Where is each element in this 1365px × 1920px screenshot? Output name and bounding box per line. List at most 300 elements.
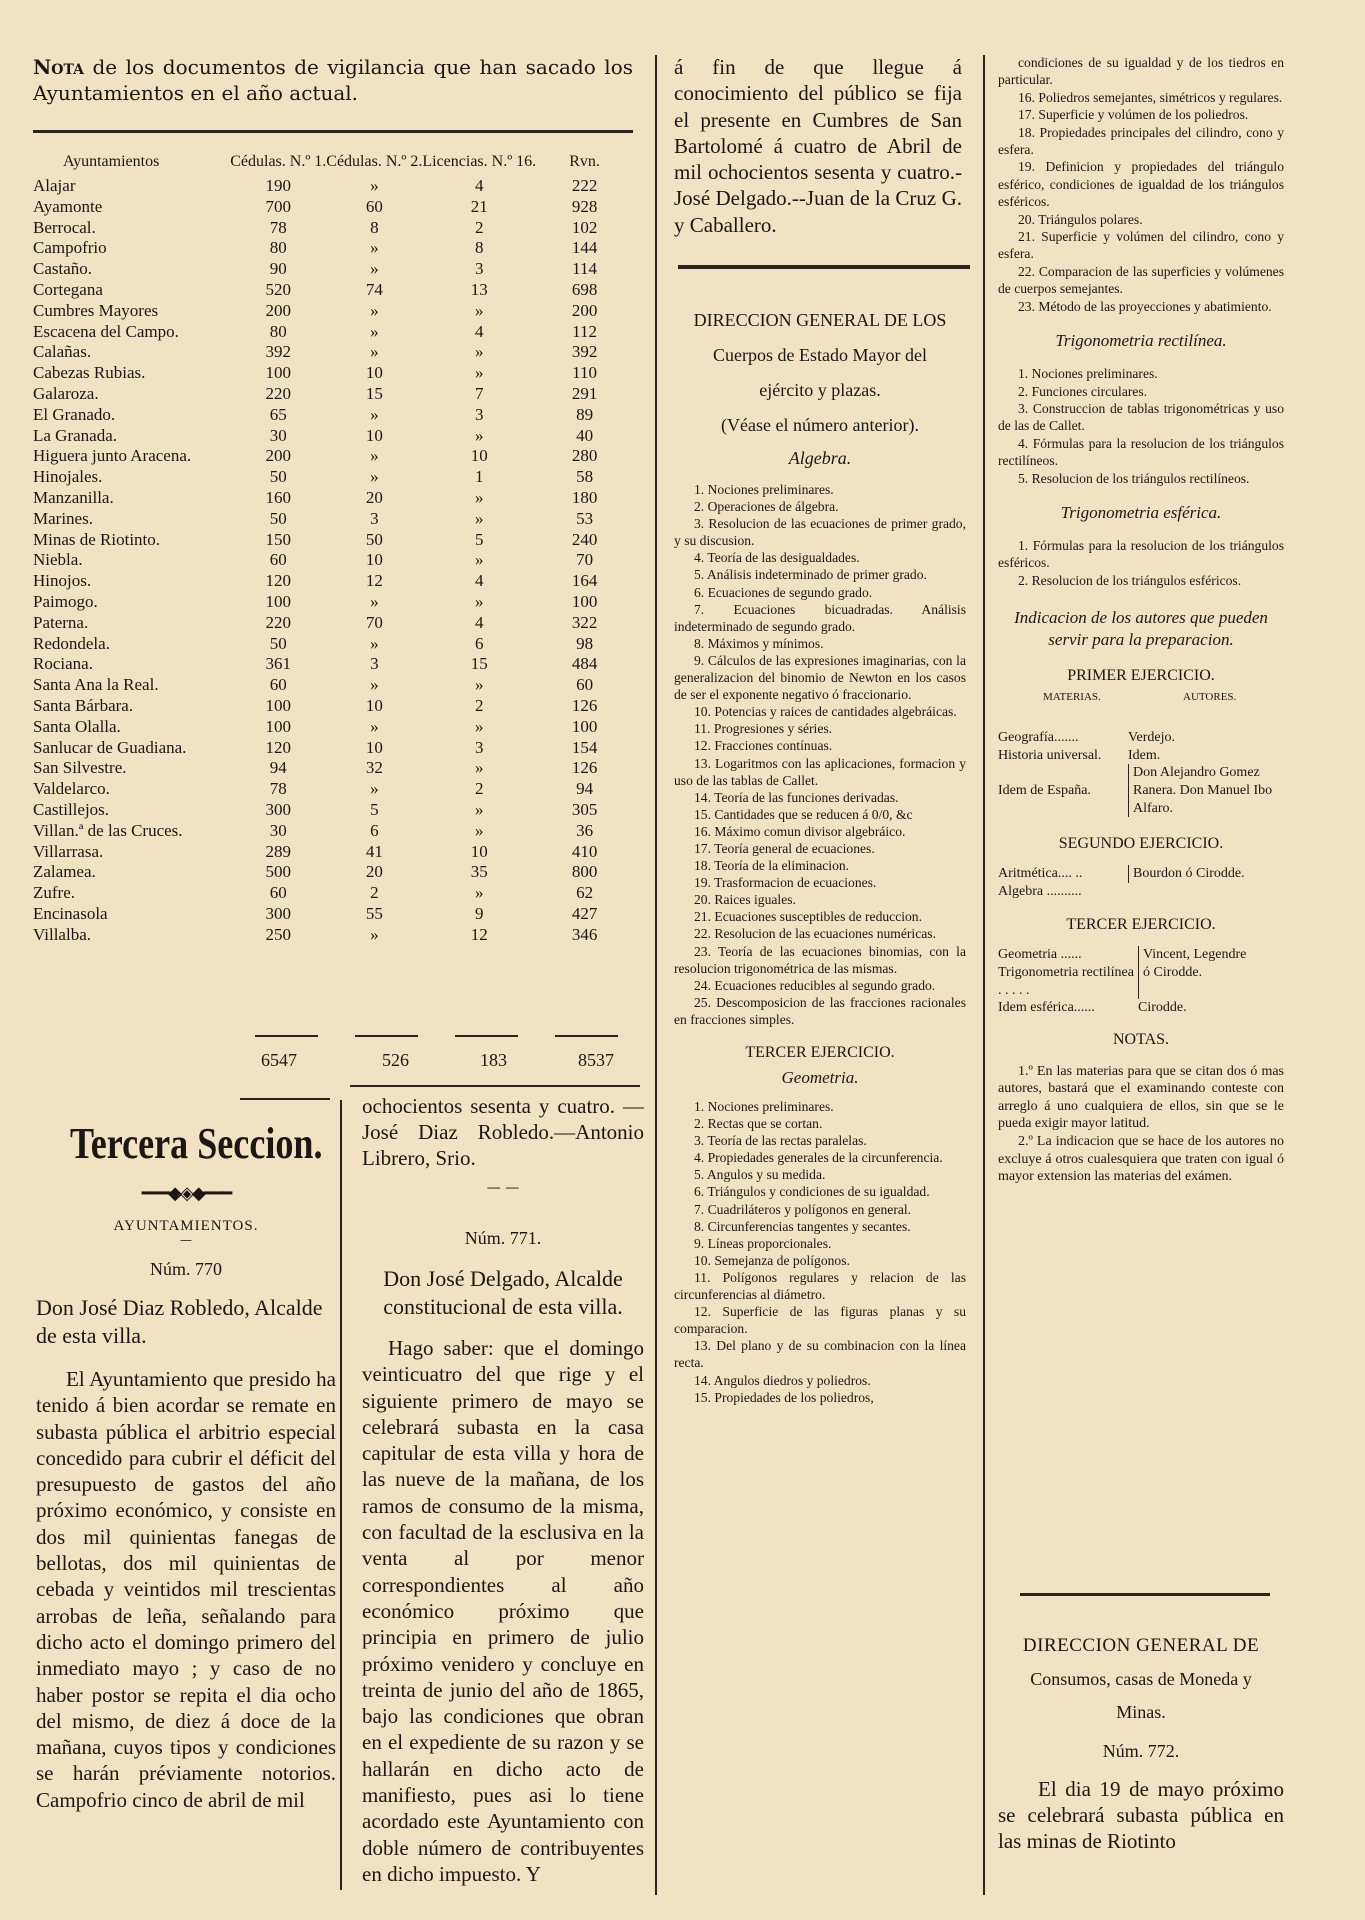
trig-rect-item: 5. Resolucion de los triángulos rectilíneos.: [1018, 470, 1250, 486]
value-cell: 100: [265, 591, 291, 611]
num-771: Núm. 771.: [464, 1228, 542, 1248]
trig-rect-item: 4. Fórmulas para la resolucion de los triángulos rectilíneos.: [998, 435, 1284, 469]
value-cell: »: [370, 633, 379, 653]
table-row: [33, 363, 633, 384]
body-772: El dia 19 de mayo próximo se celebrará subasta pública en las minas de Riotinto: [998, 1777, 1284, 1853]
tercer-ejercicio-heading: TERCER EJERCICIO.: [745, 1044, 895, 1061]
value-cell: 35: [470, 862, 488, 882]
value-cell: »: [370, 321, 379, 341]
value-cell: 53: [576, 508, 594, 528]
value-cell: 800: [571, 862, 598, 882]
value-cell: 154: [571, 737, 598, 757]
col2-mid-dash: — —: [486, 1180, 520, 1196]
value-cell: 20: [365, 487, 383, 507]
algebra-item: 15. Cantidades que se reducen á 0/0, &c: [694, 806, 913, 822]
municipality-cell: Redondela.: [33, 633, 110, 653]
value-cell: 240: [571, 529, 598, 549]
value-cell: »: [370, 446, 379, 466]
value-cell: 78: [269, 217, 287, 237]
autor-historia: Idem.: [1128, 747, 1161, 763]
geometria-item: 7. Cuadriláteros y polígonos en general.: [694, 1201, 912, 1217]
value-cell: »: [370, 675, 379, 695]
algebra-item: 8. Máximos y mínimos.: [694, 635, 824, 651]
table-row: [33, 696, 633, 717]
value-cell: 7: [475, 383, 484, 403]
algebra-item: 10. Potencias y raices de cantidades algebráicas.: [694, 704, 957, 720]
value-cell: 70: [365, 612, 383, 632]
municipality-cell: Minas de Riotinto.: [33, 529, 161, 549]
algebra-item: 3. Resolucion de las ecuaciones de primer grado, y su discusion.: [674, 516, 966, 549]
ornament-divider: ━━━◆◈◆━━━: [141, 1183, 231, 1204]
value-cell: 110: [572, 363, 598, 383]
value-cell: 9: [475, 903, 484, 923]
value-cell: 13: [470, 279, 488, 299]
value-cell: 62: [576, 883, 594, 903]
table-header-row: [33, 152, 633, 176]
geometria-item: 18. Propiedades principales del cilindro, cono y esfera.: [998, 124, 1284, 158]
materia-espana: Idem de España.: [998, 782, 1091, 798]
municipality-cell: Encinasola: [33, 903, 108, 923]
value-cell: »: [475, 487, 484, 507]
value-cell: 10: [365, 425, 383, 445]
value-cell: »: [475, 883, 484, 903]
value-cell: 40: [576, 425, 594, 445]
municipality-cell: Zalamea.: [33, 862, 96, 882]
value-cell: »: [475, 591, 484, 611]
municipality-cell: Cabezas Rubias.: [33, 363, 146, 383]
value-cell: »: [475, 799, 484, 819]
table-row: [33, 426, 633, 447]
table-row: [33, 821, 633, 842]
value-cell: 3: [475, 737, 484, 757]
value-cell: 10: [470, 446, 488, 466]
total-rvn: 8537: [578, 1050, 614, 1070]
value-cell: 80: [269, 321, 287, 341]
col2-top-text: á fin de que llegue á conocimiento del público se fija el presente en Cumbres de San Bartolomé á cuatro de Abril de mil ochocientos sesenta y cuatro.-José Delgado.--Juan de la Cruz G. y Caballero.: [674, 55, 962, 237]
autor-geografia: Verdejo.: [1128, 730, 1176, 746]
value-cell: 10: [365, 695, 383, 715]
value-cell: 300: [265, 903, 291, 923]
table-row: [33, 384, 633, 405]
algebra-item: 6. Ecuaciones de segundo grado.: [694, 584, 873, 600]
vigilance-table: [33, 152, 633, 945]
municipality-cell: Berrocal.: [33, 217, 96, 237]
value-cell: 30: [269, 425, 287, 445]
column-rule-3: [340, 1100, 342, 1890]
value-cell: 3: [475, 404, 484, 424]
municipality-cell: Manzanilla.: [33, 487, 114, 507]
value-cell: 700: [265, 196, 291, 216]
materias-label: MATERIAS.: [1043, 691, 1101, 704]
geometria-item: 11. Polígonos regulares y relacion de las circunferencias al diámetro.: [674, 1269, 966, 1303]
table-row: [33, 259, 633, 280]
municipality-cell: Ayamonte: [33, 196, 103, 216]
totals-bottom-rule: [240, 1098, 330, 1100]
value-cell: 10: [365, 550, 383, 570]
value-cell: 60: [576, 675, 594, 695]
table-row: [33, 654, 633, 675]
value-cell: 60: [269, 675, 287, 695]
trig-esf-item: 2. Resolucion de los triángulos esféricos.: [1018, 572, 1242, 588]
algebra-item: 16. Máximo comun divisor algebráico.: [694, 823, 906, 839]
municipality-cell: Santa Olalla.: [33, 716, 121, 736]
value-cell: 30: [269, 820, 287, 840]
algebra-item: 25. Descomposicion de las fracciones racionales en fracciones simples.: [674, 994, 966, 1027]
municipality-cell: Paterna.: [33, 612, 89, 632]
table-row: [33, 488, 633, 509]
table-row: [33, 904, 633, 925]
table-row: [33, 758, 633, 779]
value-cell: 100: [571, 591, 598, 611]
value-cell: 484: [571, 654, 598, 674]
value-cell: 2: [475, 695, 484, 715]
value-cell: 58: [576, 467, 594, 487]
dir2-sub: Consumos, casas de Moneda y: [1030, 1669, 1252, 1689]
materia-esferica: Idem esférica......: [998, 1000, 1095, 1016]
value-cell: »: [370, 342, 379, 362]
municipality-cell: Santa Ana la Real.: [33, 675, 159, 695]
value-cell: 100: [265, 716, 291, 736]
value-cell: »: [475, 758, 484, 778]
geometria-item: 5. Angulos y su medida.: [694, 1167, 826, 1183]
algebra-item: 24. Ecuaciones reducibles al segundo grado.: [694, 977, 936, 993]
municipality-cell: Higuera junto Aracena.: [33, 446, 192, 466]
trig-rect-item: 2. Funciones circulares.: [1018, 383, 1148, 399]
value-cell: »: [370, 467, 379, 487]
note-title-rest: de los documentos de vigilancia que han sacado los Ayuntamientos en el año actual.: [33, 55, 633, 105]
value-cell: »: [475, 342, 484, 362]
value-cell: 10: [470, 841, 488, 861]
value-cell: »: [370, 404, 379, 424]
value-cell: 120: [265, 737, 291, 757]
autor-geometria: Vincent, Legendre: [1138, 946, 1246, 964]
dir-title-3: ejército y plazas.: [759, 380, 881, 400]
value-cell: »: [370, 238, 379, 258]
totals-row: [238, 1050, 638, 1074]
value-cell: 50: [269, 633, 287, 653]
autor-esferica: Cirodde.: [1138, 1000, 1187, 1016]
tercer-ejercicio-col4: TERCER EJERCICIO.: [1066, 916, 1216, 934]
value-cell: 89: [576, 404, 594, 424]
value-cell: 520: [265, 279, 291, 299]
materia-geometria: Geometria ......: [998, 947, 1082, 963]
algebra-item: 7. Ecuaciones bicuadradas. Análisis indeterminado de segundo grado.: [674, 601, 966, 634]
header-licencias-16: Licencias. N.º 16.: [422, 153, 537, 170]
municipality-cell: Paimogo.: [33, 591, 98, 611]
municipality-cell: Valdelarco.: [33, 779, 110, 799]
totals-rule-1: [255, 1035, 318, 1037]
municipality-cell: Santa Bárbara.: [33, 695, 134, 715]
value-cell: 6: [370, 820, 379, 840]
table-row: [33, 842, 633, 863]
value-cell: »: [475, 363, 484, 383]
value-cell: 160: [265, 487, 291, 507]
value-cell: 102: [571, 217, 598, 237]
value-cell: 126: [571, 758, 598, 778]
totals-rule-2: [355, 1035, 418, 1037]
value-cell: 305: [571, 799, 598, 819]
value-cell: 112: [572, 321, 598, 341]
municipality-cell: Alajar: [33, 176, 76, 195]
geometria-item: 9. Líneas proporcionales.: [694, 1235, 832, 1251]
value-cell: 100: [265, 363, 291, 383]
value-cell: 10: [365, 737, 383, 757]
value-cell: 427: [571, 903, 598, 923]
value-cell: 300: [265, 799, 291, 819]
value-cell: 3: [370, 508, 379, 528]
table-row: [33, 238, 633, 259]
direccion-estado-mayor: [674, 310, 966, 1406]
value-cell: »: [475, 508, 484, 528]
value-cell: 392: [265, 342, 291, 362]
table-row: [33, 176, 633, 197]
value-cell: 20: [365, 862, 383, 882]
heading-771: Don José Delgado, Alcalde constitucional de esta villa.: [383, 1266, 623, 1319]
value-cell: 4: [475, 321, 484, 341]
value-cell: 98: [576, 633, 594, 653]
note-title: [33, 54, 633, 106]
geometria-item: 19. Definicion y propiedades del triángulo esférico, condiciones de igualdad de los triángulos esféricos.: [998, 159, 1284, 210]
total-cedulas-2: 526: [382, 1050, 409, 1070]
value-cell: 500: [265, 862, 291, 882]
value-cell: 5: [370, 799, 379, 819]
municipality-cell: Escacena del Campo.: [33, 321, 179, 341]
value-cell: 4: [475, 612, 484, 632]
segundo-ejercicio: SEGUNDO EJERCICIO.: [1058, 835, 1224, 853]
value-cell: 15: [470, 654, 488, 674]
col2-rule-top: [350, 1085, 640, 1087]
municipality-cell: Cumbres Mayores: [33, 300, 159, 320]
geometria-item: condiciones de su igualdad y de los tiedros en particular.: [998, 55, 1284, 88]
table-row: [33, 592, 633, 613]
value-cell: 12: [470, 924, 488, 944]
dir-title-2: Cuerpos de Estado Mayor del: [713, 345, 927, 365]
value-cell: 200: [265, 300, 291, 320]
algebra-item: 21. Ecuaciones susceptibles de reduccion.: [694, 909, 922, 925]
value-cell: 114: [572, 259, 598, 279]
autor-aritmetica: Bourdon ó Cirodde.: [1128, 865, 1245, 883]
value-cell: 74: [365, 279, 383, 299]
note-title-lead: Nota: [33, 55, 84, 79]
geometria-item: 13. Del plano y de su combinacion con la línea recta.: [674, 1338, 966, 1371]
algebra-item: 20. Raices iguales.: [694, 892, 796, 908]
value-cell: 6: [475, 633, 484, 653]
primer-ejercicio: PRIMER EJERCICIO.: [1067, 667, 1215, 685]
column-rule-1: [655, 55, 657, 1895]
value-cell: 4: [475, 176, 484, 195]
value-cell: 10: [365, 363, 383, 383]
table-row: [33, 779, 633, 800]
header-cedulas-2: Cédulas. N.º 2.: [326, 153, 423, 170]
total-cedulas-1: 6547: [261, 1050, 297, 1070]
dir-note: (Véase el número anterior).: [721, 415, 919, 435]
geometria-item: 17. Superficie y volúmen de los poliedros.: [1018, 107, 1249, 123]
value-cell: 180: [571, 487, 598, 507]
trig-rect-item: 3. Construccion de tablas trigonométricas y uso de las de Callet.: [998, 400, 1284, 434]
trig-esf-item: 1. Fórmulas para la resolucion de los triángulos esféricos.: [998, 537, 1284, 571]
nota-2: 2.º La indicacion que se hace de los autores no excluye á otros cualesquiera que traten con igual ó mayor extension las materias del exámen.: [998, 1134, 1284, 1185]
value-cell: »: [370, 176, 379, 195]
value-cell: 8: [475, 238, 484, 258]
notas-heading: NOTAS.: [1112, 1030, 1170, 1048]
algebra-title: Algebra.: [788, 448, 852, 468]
small-dash: —: [180, 1233, 192, 1247]
value-cell: 280: [571, 446, 598, 466]
trig-rect-item: 1. Nociones preliminares.: [1018, 366, 1158, 382]
municipality-cell: Hinojales.: [33, 467, 103, 487]
municipality-cell: Villan.ª de las Cruces.: [33, 820, 183, 840]
value-cell: 222: [571, 176, 598, 195]
geometria-item: 15. Propiedades de los poliedros,: [694, 1389, 874, 1405]
value-cell: 144: [571, 238, 598, 258]
algebra-item: 11. Progresiones y séries.: [694, 721, 833, 737]
value-cell: 50: [365, 529, 383, 549]
totals-rule-3: [455, 1035, 518, 1037]
value-cell: 2: [475, 217, 484, 237]
value-cell: 361: [265, 654, 291, 674]
table-row: [33, 800, 633, 821]
dir-title-1: DIRECCION GENERAL DE LOS: [693, 310, 947, 330]
value-cell: 164: [571, 571, 598, 591]
materia-aritmetica: Aritmética.... ..: [998, 866, 1083, 882]
table-top-rule: [33, 130, 633, 133]
section-title: Tercera Seccion.: [70, 1119, 323, 1168]
value-cell: 190: [265, 176, 291, 195]
value-cell: 100: [265, 695, 291, 715]
geometria-item: 22. Comparacion de las superficies y volúmenes de cuerpos semejantes.: [998, 263, 1284, 297]
value-cell: 50: [269, 508, 287, 528]
direccion-consumos: [998, 1635, 1284, 1854]
table-row: [33, 446, 633, 467]
table-row: [33, 883, 633, 904]
table-row: [33, 862, 633, 883]
materia-geografia: Geografía.......: [998, 730, 1079, 746]
algebra-item: 22. Resolucion de las ecuaciones numéricas.: [694, 926, 936, 942]
value-cell: »: [370, 300, 379, 320]
value-cell: 928: [571, 196, 598, 216]
value-cell: »: [370, 259, 379, 279]
autor-trigonometria: ó Cirodde.: [1138, 964, 1202, 999]
municipality-cell: Cortegana: [33, 279, 103, 299]
municipality-cell: Castaño.: [33, 259, 93, 279]
geometria-list: [674, 1098, 966, 1406]
header-ayuntamientos: Ayuntamientos: [63, 153, 160, 170]
municipality-cell: Galaroza.: [33, 383, 99, 403]
value-cell: »: [475, 716, 484, 736]
value-cell: 2: [370, 883, 379, 903]
value-cell: »: [370, 591, 379, 611]
geometria-item: 2. Rectas que se cortan.: [694, 1116, 823, 1132]
col4-rule: [1020, 1593, 1270, 1596]
nota-1: 1.º En las materias para que se citan dos ó mas autores, bastará que el examinando conteste con arreglo á uno cualquiera de ellos, sin que se le pueda exigir mayor latitud.: [998, 1063, 1284, 1132]
municipality-cell: Rociana.: [33, 654, 93, 674]
indicacion-heading: Indicacion de los autores que pueden servir para la preparacion.: [1014, 608, 1268, 650]
algebra-item: 12. Fracciones contínuas.: [694, 738, 833, 754]
municipality-cell: San Silvestre.: [33, 758, 127, 778]
header-cedulas-1: Cédulas. N.º 1.: [230, 153, 327, 170]
value-cell: 8: [370, 217, 379, 237]
table-row: [33, 530, 633, 551]
municipality-cell: La Granada.: [33, 425, 118, 445]
value-cell: 346: [571, 924, 598, 944]
table-row: [33, 717, 633, 738]
value-cell: 60: [365, 196, 383, 216]
value-cell: 15: [365, 383, 383, 403]
table-row: [33, 550, 633, 571]
table-row: [33, 322, 633, 343]
value-cell: »: [370, 716, 379, 736]
num-771-block: [362, 1228, 644, 1887]
materia-historia: Historia universal.: [998, 747, 1102, 763]
value-cell: 32: [365, 758, 383, 778]
segundo-rows: [998, 865, 1284, 900]
trig-esf-title: Trigonometria esférica.: [1060, 502, 1222, 522]
table-row: [33, 405, 633, 426]
value-cell: 250: [265, 924, 291, 944]
value-cell: 150: [265, 529, 291, 549]
geometria-title: Geometria.: [781, 1068, 859, 1087]
geometria-item: 21. Superficie y volúmen del cilindro, cono y esfera.: [998, 229, 1284, 262]
value-cell: 4: [475, 571, 484, 591]
value-cell: 698: [571, 279, 598, 299]
totals-rule-4: [555, 1035, 618, 1037]
value-cell: 36: [576, 820, 594, 840]
trig-esf-list: [998, 537, 1284, 589]
algebra-item: 17. Teoría general de ecuaciones.: [694, 840, 875, 856]
value-cell: 100: [571, 716, 598, 736]
table-row: [33, 280, 633, 301]
municipality-cell: Marines.: [33, 508, 93, 528]
value-cell: 2: [475, 779, 484, 799]
body-770: El Ayuntamiento que presido ha tenido á bien acordar se remate en subasta pública el arbitrio especial concedido para cubrir el déficit del presupuesto de gastos del año próximo económico, y consiste en dos mil quinientas fanegas de bellotas, dos mil quinientas de cebada y veintidos mil trescientas arrobas de leña, señalando para dicho acto el domingo primero del inmediato mayo ; y caso de no haber postor se repita el dia ocho del mismo, de diez á doce de la mañana, cuyos tipos y condiciones se harán préviamente notorios. Campofrio cinco de abril de mil: [36, 1367, 336, 1812]
value-cell: 3: [475, 259, 484, 279]
materia-algebra: Algebra ..........: [998, 883, 1082, 899]
value-cell: »: [475, 675, 484, 695]
value-cell: 94: [269, 758, 287, 778]
table-row: [33, 467, 633, 488]
value-cell: 60: [269, 550, 287, 570]
value-cell: 21: [470, 196, 488, 216]
municipality-cell: Castillejos.: [33, 799, 110, 819]
algebra-item: 2. Operaciones de álgebra.: [694, 499, 839, 515]
algebra-item: 19. Trasformacion de ecuaciones.: [694, 875, 877, 891]
value-cell: 3: [370, 654, 379, 674]
autor-espana: Don Alejandro Gomez Ranera. Don Manuel Ibo Alfaro.: [1128, 764, 1273, 817]
value-cell: 90: [269, 259, 287, 279]
algebra-item: 9. Cálculos de las expresiones imaginarias, con la generalizacion del binomio de Newton en los casos de ser el exponente negativo ó fraccionario.: [674, 652, 966, 703]
municipality-cell: Villalba.: [33, 924, 91, 944]
table-row: [33, 342, 633, 363]
column-4: [998, 54, 1284, 1186]
table-row: [33, 509, 633, 530]
col2-top-rule: [678, 265, 970, 269]
geometria-item: 10. Semejanza de polígonos.: [694, 1252, 850, 1268]
column-rule-2: [983, 55, 985, 1895]
geometria-item: 14. Angulos diedros y poliedros.: [694, 1372, 871, 1388]
value-cell: 120: [265, 571, 291, 591]
geometria-item: 16. Poliedros semejantes, simétricos y regulares.: [1018, 89, 1283, 105]
algebra-item: 13. Logaritmos con las aplicaciones, formacion y uso de las tablas de Callet.: [674, 755, 966, 788]
total-licencias: 183: [480, 1050, 507, 1070]
materia-trigonometria: Trigonometria rectilínea . . . . .: [998, 964, 1134, 998]
geometria-item: 12. Superficie de las figuras planas y su comparacion.: [674, 1304, 966, 1337]
value-cell: 65: [269, 404, 287, 424]
geometria-item: 4. Propiedades generales de la circunferencia.: [694, 1150, 943, 1166]
ayuntamientos-heading: AYUNTAMIENTOS.: [113, 1218, 259, 1234]
dir2-sub2: Minas.: [1116, 1702, 1166, 1722]
table-row: [33, 218, 633, 239]
geometria-item: 3. Teoría de las rectas paralelas.: [694, 1133, 867, 1149]
